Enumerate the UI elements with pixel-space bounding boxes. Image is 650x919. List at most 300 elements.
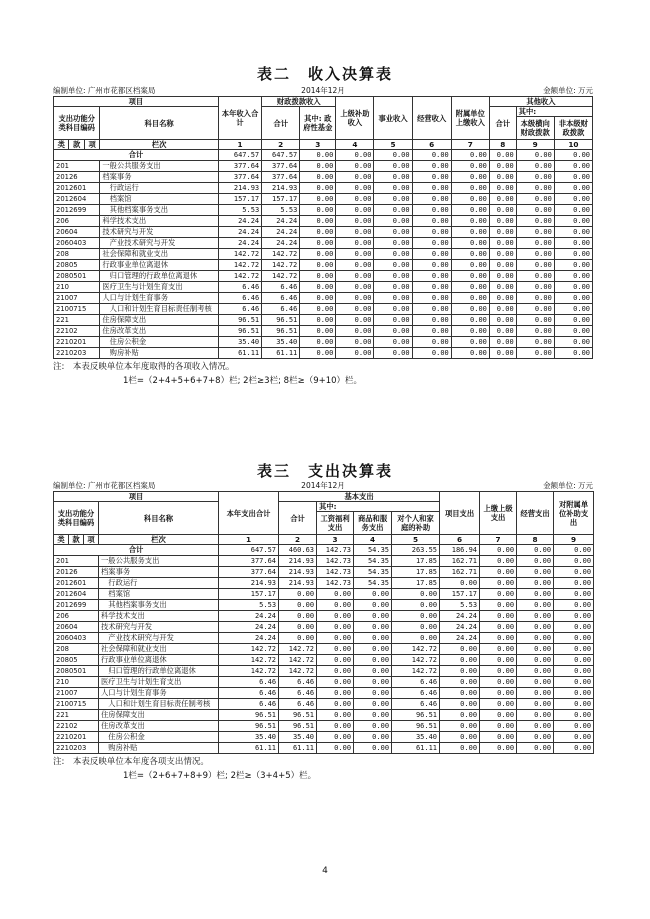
- cell-value: 0.00: [300, 194, 336, 205]
- cell-value: 0.00: [392, 633, 440, 644]
- header-affiliated-income: 附属单位上缴收入: [451, 97, 489, 140]
- table-row: [54, 600, 594, 611]
- cell-value: 0.00: [480, 633, 517, 644]
- subject-name: 行政事业单位离退休: [100, 260, 219, 271]
- header-other-group: 其他收入: [489, 97, 592, 107]
- header-subject-name: 科目名称: [99, 502, 219, 535]
- subject-code: 2012601: [54, 183, 100, 194]
- cell-value: 0.00: [300, 326, 336, 337]
- expenditure-table-body: [54, 545, 594, 754]
- table-row: [54, 688, 594, 699]
- cell-value: 6.46: [262, 304, 300, 315]
- cell-value: 142.72: [279, 644, 317, 655]
- header-wages: 工资福利支出: [317, 512, 354, 535]
- cell-value: 0.00: [489, 227, 516, 238]
- cell-value: 0.00: [517, 567, 554, 578]
- cell-value: 0.00: [516, 238, 554, 249]
- col-number: 5: [392, 535, 440, 545]
- cell-value: 0.00: [336, 326, 374, 337]
- cell-value: 0.00: [300, 205, 336, 216]
- cell-value: 0.00: [480, 644, 517, 655]
- cell-value: 377.64: [219, 556, 279, 567]
- cell-value: 0.00: [336, 238, 374, 249]
- col-number: 3: [300, 140, 336, 150]
- cell-value: 0.00: [480, 688, 517, 699]
- cell-value: 0.00: [300, 293, 336, 304]
- cell-value: 0.00: [451, 249, 489, 260]
- subject-code: 2210203: [54, 743, 99, 754]
- subject-code: 206: [54, 216, 100, 227]
- cell-value: 0.00: [554, 282, 592, 293]
- cell-value: 0.00: [480, 743, 517, 754]
- cell-value: 0.00: [517, 578, 554, 589]
- cell-value: 24.24: [440, 622, 480, 633]
- cell-value: 0.00: [517, 677, 554, 688]
- cell-value: 0.00: [412, 183, 451, 194]
- cell-value: 142.72: [219, 644, 279, 655]
- cell-value: 24.24: [262, 227, 300, 238]
- cell-value: 0.00: [336, 216, 374, 227]
- cell-value: 142.72: [392, 644, 440, 655]
- cell-value: 0.00: [554, 666, 594, 677]
- table3-title: 表三 支出决算表: [256, 462, 393, 480]
- col-number: 7: [451, 140, 489, 150]
- cell-value: 0.00: [374, 161, 412, 172]
- cell-value: 0.00: [317, 721, 354, 732]
- header-kuan: 款: [69, 140, 84, 150]
- total-value: 263.55: [392, 545, 440, 556]
- cell-value: 5.53: [218, 205, 261, 216]
- header-project-exp: 项目支出: [440, 492, 480, 535]
- subject-name: 购房补贴: [100, 348, 219, 359]
- cell-value: 0.00: [451, 337, 489, 348]
- header-subject-name: 科目名称: [100, 107, 219, 140]
- total-row: [54, 150, 593, 161]
- cell-value: 6.46: [262, 282, 300, 293]
- subject-name: 档案馆: [99, 589, 219, 600]
- subject-code: 2012699: [54, 600, 99, 611]
- subject-code: 20604: [54, 622, 99, 633]
- cell-value: 0.00: [489, 271, 516, 282]
- cell-value: 0.00: [412, 172, 451, 183]
- col-number: 2: [262, 140, 300, 150]
- cell-value: 0.00: [336, 282, 374, 293]
- cell-value: 377.64: [262, 172, 300, 183]
- subject-code: 2210201: [54, 337, 100, 348]
- subject-code: 2100715: [54, 699, 99, 710]
- cell-value: 0.00: [300, 315, 336, 326]
- subject-name: 技术研究与开发: [100, 227, 219, 238]
- header-lei: 类: [54, 535, 69, 545]
- cell-value: 35.40: [262, 337, 300, 348]
- col-number: 8: [489, 140, 516, 150]
- cell-value: 0.00: [300, 216, 336, 227]
- subject-code: 2210201: [54, 732, 99, 743]
- header-func-class: 支出功能分类科目编码: [54, 502, 99, 535]
- header-item: 项目: [54, 97, 219, 107]
- cell-value: 0.00: [489, 282, 516, 293]
- cell-value: 0.00: [554, 710, 594, 721]
- cell-value: 0.00: [516, 216, 554, 227]
- cell-value: 142.72: [218, 271, 261, 282]
- cell-value: 0.00: [300, 348, 336, 359]
- subject-code: 210: [54, 282, 100, 293]
- cell-value: 0.00: [374, 227, 412, 238]
- cell-value: 0.00: [554, 677, 594, 688]
- header-operating-income: 经营收入: [412, 97, 451, 140]
- cell-value: 0.00: [354, 600, 392, 611]
- header-other-of-which: 其中:: [516, 107, 592, 117]
- cell-value: 0.00: [516, 326, 554, 337]
- cell-value: 0.00: [451, 293, 489, 304]
- cell-value: 0.00: [516, 205, 554, 216]
- cell-value: 6.46: [219, 688, 279, 699]
- table-row: [54, 556, 594, 567]
- cell-value: 0.00: [374, 260, 412, 271]
- cell-value: 0.00: [554, 293, 592, 304]
- cell-value: 0.00: [451, 183, 489, 194]
- table2-note-2: 1栏=（2+4+5+6+7+8）栏; 2栏≥3栏; 8栏≥（9+10）栏。: [123, 376, 363, 386]
- cell-value: 0.00: [317, 622, 354, 633]
- total-value: 54.35: [354, 545, 392, 556]
- table-row: [54, 183, 593, 194]
- cell-value: 0.00: [489, 205, 516, 216]
- cell-value: 0.00: [374, 304, 412, 315]
- cell-value: 0.00: [554, 183, 592, 194]
- total-value: 0.00: [336, 150, 374, 161]
- table2-section: [53, 86, 593, 386]
- header-basic-group: 基本支出: [279, 492, 440, 502]
- cell-value: 0.00: [336, 293, 374, 304]
- cell-value: 0.00: [440, 710, 480, 721]
- cell-value: 0.00: [374, 315, 412, 326]
- table-row: [54, 611, 594, 622]
- cell-value: 0.00: [279, 589, 317, 600]
- cell-value: 96.51: [218, 326, 261, 337]
- cell-value: 0.00: [392, 600, 440, 611]
- cell-value: 0.00: [517, 743, 554, 754]
- cell-value: 0.00: [374, 249, 412, 260]
- cell-value: 6.46: [279, 688, 317, 699]
- cell-value: 24.24: [218, 227, 261, 238]
- cell-value: 0.00: [480, 556, 517, 567]
- subject-name: 科学技术支出: [99, 611, 219, 622]
- cell-value: 0.00: [354, 633, 392, 644]
- subject-name: 行政运行: [99, 578, 219, 589]
- subject-code: 208: [54, 249, 100, 260]
- cell-value: 0.00: [412, 249, 451, 260]
- subject-name: 医疗卫生与计划生育支出: [100, 282, 219, 293]
- cell-value: 0.00: [354, 721, 392, 732]
- cell-value: 0.00: [440, 655, 480, 666]
- cell-value: 0.00: [317, 589, 354, 600]
- subject-name: 其他档案事务支出: [100, 205, 219, 216]
- cell-value: 0.00: [554, 348, 592, 359]
- cell-value: 162.71: [440, 556, 480, 567]
- cell-value: 0.00: [480, 600, 517, 611]
- table-row: [54, 622, 594, 633]
- cell-value: 0.00: [279, 611, 317, 622]
- subject-code: 20805: [54, 655, 99, 666]
- table-row: [54, 172, 593, 183]
- cell-value: 0.00: [336, 337, 374, 348]
- cell-value: 0.00: [554, 611, 594, 622]
- col-number: 1: [218, 140, 261, 150]
- cell-value: 0.00: [392, 589, 440, 600]
- table2-header-row-1: [54, 97, 593, 107]
- cell-value: 96.51: [262, 315, 300, 326]
- table-row: [54, 578, 594, 589]
- cell-value: 0.00: [300, 161, 336, 172]
- cell-value: 0.00: [412, 194, 451, 205]
- cell-value: 0.00: [374, 172, 412, 183]
- cell-value: 0.00: [554, 326, 592, 337]
- table-row: [54, 677, 594, 688]
- cell-value: 0.00: [451, 348, 489, 359]
- cell-value: 0.00: [554, 633, 594, 644]
- cell-value: 0.00: [440, 721, 480, 732]
- col-number: 9: [516, 140, 554, 150]
- col-number: 8: [517, 535, 554, 545]
- cell-value: 6.46: [218, 293, 261, 304]
- cell-value: 0.00: [480, 655, 517, 666]
- table-row: [54, 666, 594, 677]
- subject-code: 201: [54, 161, 100, 172]
- cell-value: 0.00: [354, 589, 392, 600]
- table-row: [54, 743, 594, 754]
- table2-note-1: 注: 本表反映单位本年度取得的各项收入情况。: [53, 362, 235, 372]
- header-basic-of-which: 其中:: [317, 502, 440, 512]
- cell-value: 0.00: [317, 611, 354, 622]
- subject-name: 科学技术支出: [100, 216, 219, 227]
- cell-value: 0.00: [517, 655, 554, 666]
- cell-value: 0.00: [554, 315, 592, 326]
- total-value: 0.00: [451, 150, 489, 161]
- cell-value: 214.93: [279, 567, 317, 578]
- table-row: [54, 238, 593, 249]
- cell-value: 0.00: [517, 699, 554, 710]
- total-value: 0.00: [554, 545, 594, 556]
- header-item: 项目: [54, 492, 219, 502]
- page-number: 4: [322, 866, 328, 876]
- subject-code: 206: [54, 611, 99, 622]
- cell-value: 214.93: [262, 183, 300, 194]
- subject-code: 210: [54, 677, 99, 688]
- cell-value: 0.00: [516, 161, 554, 172]
- cell-value: 0.00: [451, 227, 489, 238]
- cell-value: 24.24: [219, 633, 279, 644]
- cell-value: 0.00: [451, 315, 489, 326]
- cell-value: 0.00: [412, 227, 451, 238]
- cell-value: 0.00: [412, 304, 451, 315]
- cell-value: 0.00: [554, 238, 592, 249]
- cell-value: 6.46: [219, 677, 279, 688]
- cell-value: 0.00: [517, 644, 554, 655]
- header-func-class: 支出功能分类科目编码: [54, 107, 100, 140]
- cell-value: 0.00: [279, 633, 317, 644]
- total-value: 460.63: [279, 545, 317, 556]
- cell-value: 0.00: [317, 710, 354, 721]
- subject-name: 技术研究与开发: [99, 622, 219, 633]
- cell-value: 0.00: [554, 644, 594, 655]
- col-number: 4: [336, 140, 374, 150]
- cell-value: 0.00: [489, 249, 516, 260]
- cell-value: 0.00: [517, 633, 554, 644]
- cell-value: 0.00: [317, 666, 354, 677]
- cell-value: 0.00: [516, 194, 554, 205]
- cell-value: 142.72: [219, 655, 279, 666]
- cell-value: 61.11: [219, 743, 279, 754]
- cell-value: 0.00: [489, 304, 516, 315]
- cell-value: 6.46: [219, 699, 279, 710]
- table-row: [54, 271, 593, 282]
- header-lanci: 栏次: [99, 535, 219, 545]
- total-value: 0.00: [412, 150, 451, 161]
- cell-value: 0.00: [354, 688, 392, 699]
- cell-value: 0.00: [374, 183, 412, 194]
- cell-value: 0.00: [516, 348, 554, 359]
- total-value: 186.94: [440, 545, 480, 556]
- col-number: 6: [440, 535, 480, 545]
- col-number: 3: [317, 535, 354, 545]
- subject-code: 21007: [54, 688, 99, 699]
- cell-value: 0.00: [554, 172, 592, 183]
- cell-value: 0.00: [517, 688, 554, 699]
- header-fiscal-group: 财政拨款收入: [262, 97, 336, 107]
- cell-value: 0.00: [480, 732, 517, 743]
- cell-value: 0.00: [451, 161, 489, 172]
- cell-value: 61.11: [218, 348, 261, 359]
- cell-value: 24.24: [262, 238, 300, 249]
- cell-value: 0.00: [451, 172, 489, 183]
- cell-value: 0.00: [440, 677, 480, 688]
- table-row: [54, 194, 593, 205]
- cell-value: 0.00: [440, 644, 480, 655]
- subject-name: 归口管理的行政单位离退休: [100, 271, 219, 282]
- table3-section: [53, 481, 593, 781]
- cell-value: 0.00: [354, 644, 392, 655]
- cell-value: 0.00: [317, 633, 354, 644]
- subject-code: 2012604: [54, 194, 100, 205]
- cell-value: 6.46: [392, 688, 440, 699]
- subject-name: 行政事业单位离退休: [99, 655, 219, 666]
- cell-value: 0.00: [480, 666, 517, 677]
- cell-value: 0.00: [354, 611, 392, 622]
- cell-value: 0.00: [317, 732, 354, 743]
- header-total-income: 本年收入合计: [218, 97, 261, 140]
- subject-name: 住房改革支出: [99, 721, 219, 732]
- cell-value: 0.00: [489, 172, 516, 183]
- total-value: 0.00: [300, 150, 336, 161]
- cell-value: 35.40: [219, 732, 279, 743]
- cell-value: 0.00: [317, 644, 354, 655]
- subject-name: 档案事务: [99, 567, 219, 578]
- cell-value: 157.17: [262, 194, 300, 205]
- cell-value: 24.24: [440, 633, 480, 644]
- cell-value: 0.00: [480, 721, 517, 732]
- cell-value: 157.17: [440, 589, 480, 600]
- subject-name: 社会保障和就业支出: [99, 644, 219, 655]
- cell-value: 0.00: [554, 271, 592, 282]
- header-personal: 对个人和家庭的补助: [392, 512, 440, 535]
- cell-value: 142.72: [392, 666, 440, 677]
- cell-value: 0.00: [554, 161, 592, 172]
- cell-value: 54.35: [354, 567, 392, 578]
- cell-value: 0.00: [554, 600, 594, 611]
- cell-value: 6.46: [279, 677, 317, 688]
- col-number: 9: [554, 535, 594, 545]
- cell-value: 0.00: [354, 699, 392, 710]
- cell-value: 61.11: [392, 743, 440, 754]
- cell-value: 0.00: [300, 249, 336, 260]
- subject-code: 2012604: [54, 589, 99, 600]
- cell-value: 0.00: [517, 732, 554, 743]
- cell-value: 157.17: [219, 589, 279, 600]
- header-other-level: 本级横向财政拨款: [516, 117, 554, 140]
- cell-value: 0.00: [300, 260, 336, 271]
- subject-code: 2210203: [54, 348, 100, 359]
- total-value: 0.00: [480, 545, 517, 556]
- cell-value: 0.00: [412, 271, 451, 282]
- col-number: 5: [374, 140, 412, 150]
- subject-code: 22102: [54, 721, 99, 732]
- cell-value: 142.72: [218, 249, 261, 260]
- cell-value: 0.00: [554, 688, 594, 699]
- header-total-exp: 本年支出合计: [219, 492, 279, 535]
- header-goods: 商品和服务支出: [354, 512, 392, 535]
- cell-value: 0.00: [317, 677, 354, 688]
- subject-code: 2100715: [54, 304, 100, 315]
- cell-value: 0.00: [517, 666, 554, 677]
- table2-date: 2014年12月: [301, 86, 345, 95]
- cell-value: 0.00: [554, 337, 592, 348]
- cell-value: 0.00: [300, 227, 336, 238]
- table2-header-row-lanci: [54, 140, 593, 150]
- cell-value: 0.00: [480, 567, 517, 578]
- subject-name: 归口管理的行政单位离退休: [99, 666, 219, 677]
- col-number: 10: [554, 140, 592, 150]
- cell-value: 0.00: [354, 622, 392, 633]
- cell-value: 0.00: [480, 677, 517, 688]
- total-value: 0.00: [374, 150, 412, 161]
- cell-value: 0.00: [451, 260, 489, 271]
- cell-value: 0.00: [317, 743, 354, 754]
- cell-value: 0.00: [392, 611, 440, 622]
- subject-code: 20604: [54, 227, 100, 238]
- cell-value: 0.00: [516, 271, 554, 282]
- cell-value: 35.40: [218, 337, 261, 348]
- total-label: 合计: [54, 545, 219, 556]
- cell-value: 17.85: [392, 556, 440, 567]
- cell-value: 0.00: [374, 326, 412, 337]
- table3-note-2: 1栏=（2+6+7+8+9）栏; 2栏≥（3+4+5）栏。: [123, 771, 317, 781]
- cell-value: 0.00: [440, 688, 480, 699]
- cell-value: 142.72: [218, 260, 261, 271]
- cell-value: 0.00: [374, 271, 412, 282]
- cell-value: 0.00: [554, 260, 592, 271]
- cell-value: 0.00: [489, 216, 516, 227]
- subject-name: 人口与计划生育事务: [100, 293, 219, 304]
- table-row: [54, 348, 593, 359]
- cell-value: 0.00: [517, 556, 554, 567]
- cell-value: 0.00: [354, 655, 392, 666]
- cell-value: 0.00: [554, 304, 592, 315]
- cell-value: 6.46: [218, 282, 261, 293]
- subject-name: 产业技术研究与开发: [100, 238, 219, 249]
- table3-note-1: 注: 本表反映单位本年度各项支出情况。: [53, 757, 209, 767]
- cell-value: 0.00: [374, 205, 412, 216]
- cell-value: 0.00: [554, 227, 592, 238]
